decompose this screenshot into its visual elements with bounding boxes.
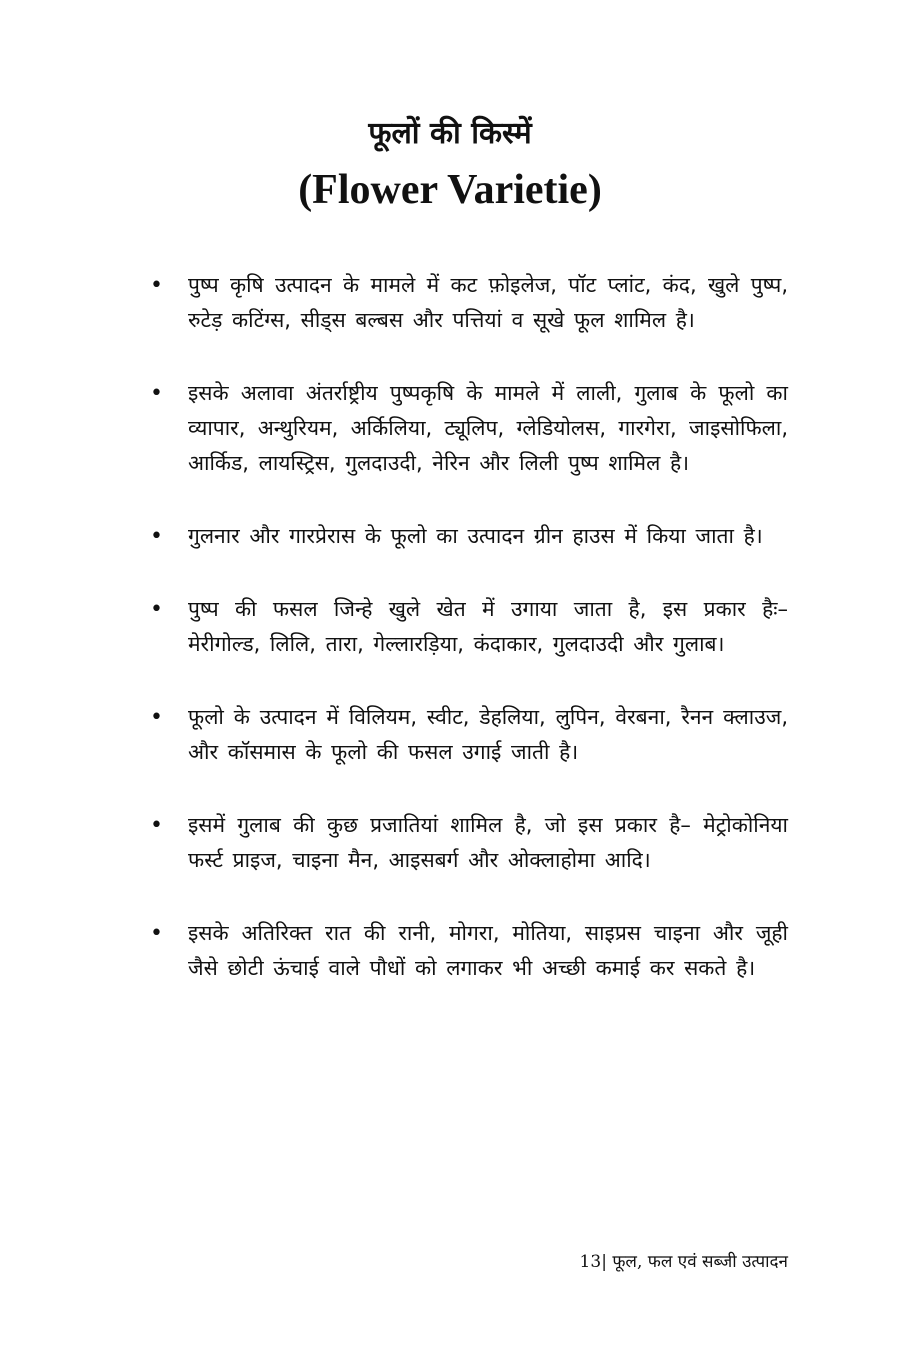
list-item-text: इसके अतिरिक्त रात की रानी, मोगरा, मोतिया, साइप्रस चाइना और जूही जैसे छोटी ऊंचाई वाले पौधों को लगाकर भी अच्छी कमाई कर सकते है।	[188, 921, 788, 980]
page-title-english: (Flower Varietie)	[298, 167, 602, 213]
page-footer	[580, 1250, 788, 1274]
list-item	[148, 808, 788, 878]
bullet-icon: •	[150, 273, 163, 298]
list-item-text: पुष्प की फसल जिन्हे खुले खेत में उगाया जाता है, इस प्रकार हैः– मेरीगोल्ड, लिलि, तारा, गेल्लारड़िया, कंदाकार, गुलदाउदी और गुलाब।	[188, 597, 788, 656]
bullet-icon: •	[150, 597, 163, 622]
list-item	[148, 592, 788, 662]
bullet-icon: •	[150, 813, 163, 838]
list-item	[148, 376, 788, 481]
book-title: फूल, फल एवं सब्जी उत्पादन	[612, 1252, 788, 1272]
list-item	[148, 916, 788, 986]
bullet-icon: •	[150, 705, 163, 730]
list-item-text: पुष्प कृषि उत्पादन के मामले में कट फ़ोइलेज, पॉट प्लांट, कंद, खुले पुष्प, रुटेड़ कटिंग्स, सीड्स बल्बस और पत्तियां व सूखे फूल शामिल है।	[188, 273, 788, 332]
list-item-text: गुलनार और गारप्रेरास के फूलो का उत्पादन ग्रीन हाउस में किया जाता है।	[188, 524, 763, 548]
page-title-hindi: फूलों की किस्में	[368, 116, 532, 151]
bullet-icon: •	[150, 524, 163, 549]
page-number: 13	[579, 1252, 602, 1272]
bullet-icon: •	[150, 381, 163, 406]
footer-separator: |	[601, 1252, 607, 1272]
list-item-text: इसमें गुलाब की कुछ प्रजातियां शामिल है, जो इस प्रकार है– मेट्रोकोनिया फर्स्ट प्राइज, चाइना मैन, आइसबर्ग और ओक्लाहोमा आदि।	[188, 813, 788, 872]
bullet-list	[148, 268, 788, 1024]
bullet-icon: •	[150, 921, 163, 946]
list-item	[148, 700, 788, 770]
list-item	[148, 268, 788, 338]
list-item-text: फूलो के उत्पादन में विलियम, स्वीट, डेहलिया, लुपिन, वेरबना, रैनन क्लाउज, और कॉसमास के फूलो की फसल उगाई जाती है।	[188, 705, 788, 764]
list-item-text: इसके अलावा अंतर्राष्ट्रीय पुष्पकृषि के मामले में लाली, गुलाब के फूलो का व्यापार, अन्थुरियम, अर्किलिया, ट्यूलिप, ग्लेडियोलस, गारगेरा, जाइसोफिला, आर्किड, लायस्ट्रिस, गुलदाउदी, नेरिन और लिली पुष्प शामिल है।	[188, 381, 788, 475]
list-item	[148, 519, 788, 554]
